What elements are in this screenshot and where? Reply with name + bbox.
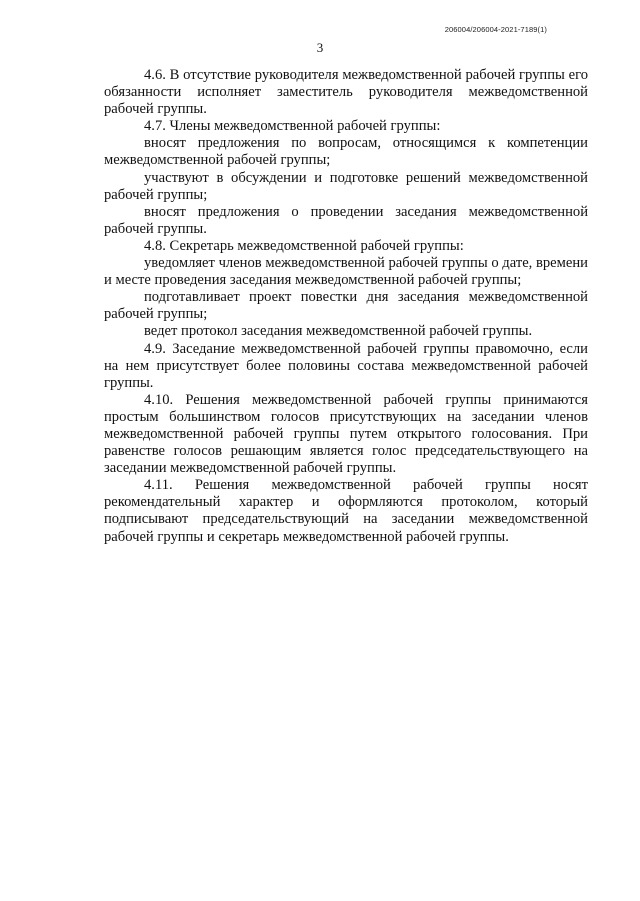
page-number: 3 bbox=[316, 40, 324, 55]
document-body bbox=[104, 67, 588, 546]
paragraph-4-7-item-3: вносят предложения о проведении заседания межведомственной рабочей группы. bbox=[104, 203, 588, 237]
paragraph-4-8: 4.8. Секретарь межведомственной рабочей группы: bbox=[144, 237, 464, 254]
paragraph-4-7-item-1: вносят предложения по вопросам, относящимся к компетенции межведомственной рабочей группы; bbox=[104, 135, 588, 169]
paragraph-4-7-item-2: участвуют в обсуждении и подготовке решений межведомственной рабочей группы; bbox=[104, 169, 588, 203]
paragraph-4-8-item-1: уведомляет членов межведомственной рабочей группы о дате, времени и месте проведения заседания межведомственной рабочей группы; bbox=[104, 255, 588, 289]
paragraph-4-6: 4.6. В отсутствие руководителя межведомственной рабочей группы его обязанности исполняет заместитель руководителя межведомственной рабочей группы. bbox=[104, 67, 588, 118]
document-registration-code: 206004/206004-2021-7189(1) bbox=[444, 25, 547, 34]
paragraph-4-8-item-2: подготавливает проект повестки дня заседания межведомственной рабочей группы; bbox=[104, 289, 588, 323]
paragraph-4-8-item-3: ведет протокол заседания межведомственной рабочей группы. bbox=[144, 323, 533, 340]
paragraph-4-10: 4.10. Решения межведомственной рабочей группы принимаются простым большинством голосов присутствующих на заседании членов межведомственной рабочей группы путем открытого голосования. При равенстве голосов решающим является голос председательствующего на заседании межведомственной рабочей группы. bbox=[104, 391, 588, 477]
paragraph-4-7: 4.7. Члены межведомственной рабочей группы: bbox=[144, 118, 441, 135]
paragraph-4-11: 4.11. Решения межведомственной рабочей группы носят рекомендательный характер и оформляются протоколом, который подписывают председательствующий на заседании межведомственной рабочей группы и секретарь межведомственной рабочей группы. bbox=[104, 477, 588, 545]
paragraph-4-9: 4.9. Заседание межведомственной рабочей группы правомочно, если на нем присутствует более половины состава межведомственной рабочей группы. bbox=[104, 340, 588, 391]
